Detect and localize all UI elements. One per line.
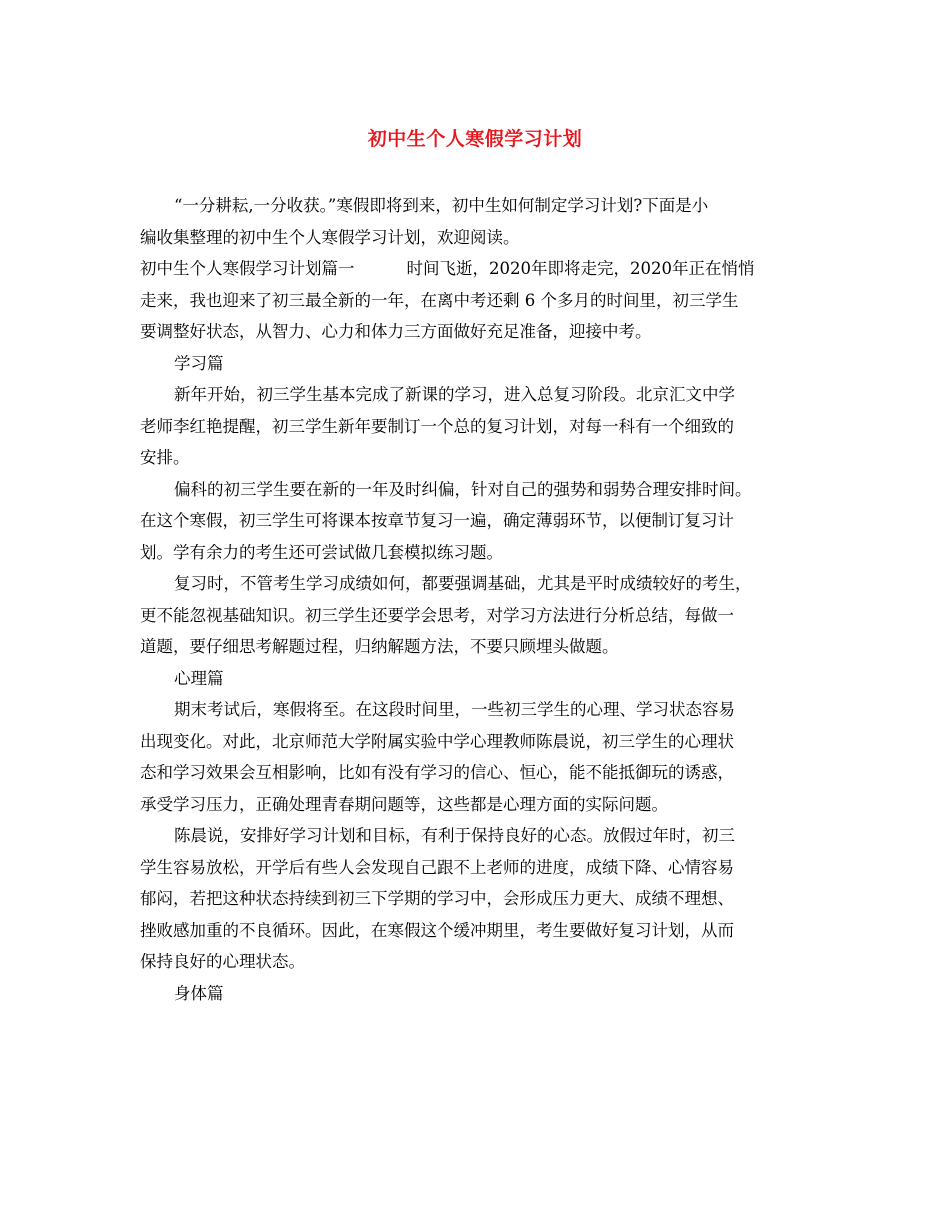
paragraph-line: 挫败感加重的不良循环。因此，在寒假这个缓冲期里，考生要做好复习计划，从而	[140, 920, 734, 940]
document-title: 初中生个人寒假学习计划	[367, 128, 583, 150]
section-one-text: 时间飞逝，2020年即将走完，2020年正在悄悄	[406, 259, 755, 278]
paragraph-line: 郁闷，若把这种状态持续到初三下学期的学习中，会形成压力更大、成绩不理想、	[140, 889, 734, 908]
paragraph-line: 学生容易放松，开学后有些人会发现自己跟不上老师的进度，成绩下降、心情容易	[140, 857, 734, 877]
paragraph-line: 复习时，不管考生学习成绩如何，都要强调基础，尤其是平时成绩较好的考生，	[174, 574, 752, 593]
paragraph-line: 走来，我也迎来了初三最全新的一年，在离中考还剩 6 个多月的时间里，初三学生	[140, 290, 739, 310]
document-body	[140, 190, 820, 1009]
paragraph-line: 保持良好的心理状态。	[140, 952, 305, 971]
paragraph-line: 出现变化。对此，北京师范大学附属实验中学心理教师陈晨说，初三学生的心理状	[140, 731, 734, 751]
paragraph-line: 新年开始，初三学生基本完成了新课的学习，进入总复习阶段。北京汇文中学	[174, 385, 735, 404]
psychology-heading: 心理篇	[174, 668, 224, 688]
paragraph-line: 期末考试后，寒假将至。在这段时间里，一些初三学生的心理、学习状态容易	[174, 700, 735, 719]
paragraph-line: 偏科的初三学生要在新的一年及时纠偏，针对自己的强势和弱势合理安排时间。	[174, 479, 752, 499]
intro-line-1: “一分耕耘,一分收获。”寒假即将到来，初中生如何制定学习计划?下面是小	[174, 196, 709, 215]
paragraph-line: 老师李红艳提醒，初三学生新年要制订一个总的复习计划，对每一科有一个细致的	[140, 416, 734, 436]
paragraph-line: 道题，要仔细思考解题过程，归纳解题方法，不要只顾埋头做题。	[140, 637, 619, 656]
paragraph-line: 安排。	[140, 448, 190, 467]
body-heading: 身体篇	[174, 983, 224, 1003]
paragraph-line: 陈晨说，安排好学习计划和目标，有利于保持良好的心态。放假过年时，初三	[174, 826, 735, 845]
section-one-heading: 初中生个人寒假学习计划篇一	[140, 259, 355, 278]
section-one-line	[140, 253, 820, 285]
paragraph-line: 划。学有余力的考生还可尝试做几套模拟练习题。	[140, 542, 503, 562]
paragraph-line: 承受学习压力，正确处理青春期问题等，这些都是心理方面的实际问题。	[140, 794, 668, 814]
paragraph-line: 态和学习效果会互相影响，比如有没有学习的信心、恒心，能不能抵御玩的诱惑，	[140, 763, 734, 782]
intro-line-2: 编收集整理的初中生个人寒假学习计划，欢迎阅读。	[140, 227, 520, 247]
paragraph-line: 在这个寒假，初三学生可将课本按章节复习一遍，确定薄弱环节，以便制订复习计	[140, 511, 734, 530]
study-heading: 学习篇	[174, 353, 224, 373]
paragraph-line: 要调整好状态，从智力、心力和体力三方面做好充足准备，迎接中考。	[140, 322, 652, 341]
paragraph-line: 更不能忽视基础知识。初三学生还要学会思考，对学习方法进行分析总结，每做一	[140, 605, 734, 625]
